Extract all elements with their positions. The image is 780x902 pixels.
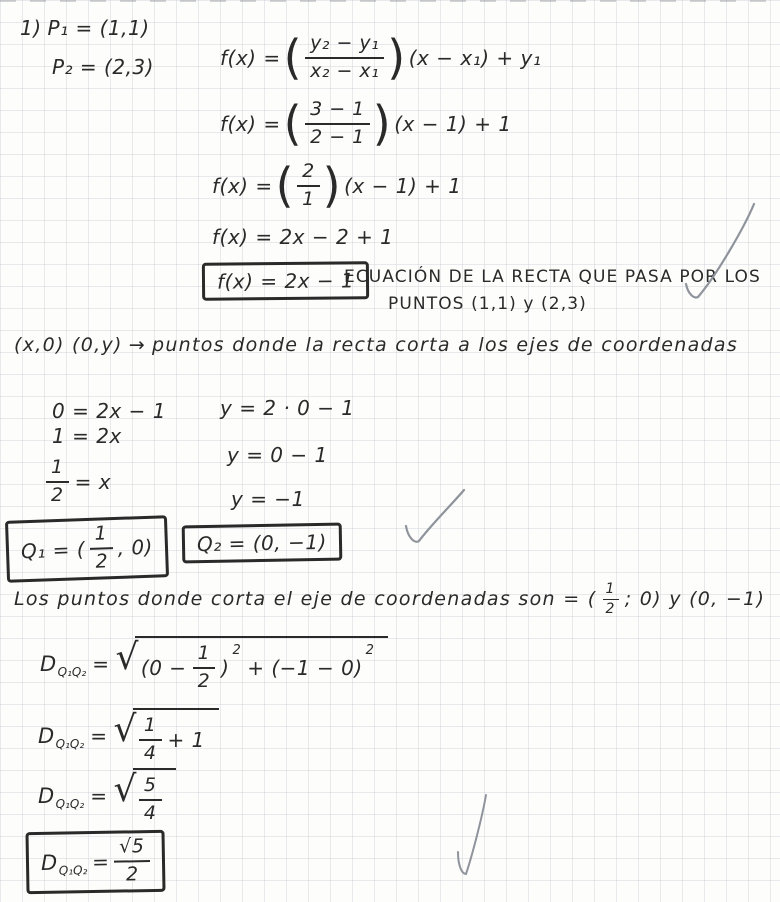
formula-simplified-fraction [212, 157, 462, 213]
q1-prefix: Q₁ = ( [20, 537, 86, 564]
distance-step1 [40, 636, 388, 692]
equals-sign: = [92, 651, 110, 676]
formula-rhs: (x − 1) + 1 [394, 111, 512, 136]
formula-lhs: f(x) = [212, 173, 273, 198]
y-intercept-step2 [227, 443, 328, 467]
square-root [113, 768, 175, 824]
fraction-denominator: 2 [95, 550, 109, 573]
half-fraction [193, 644, 216, 692]
slope-fraction [305, 34, 384, 82]
half-fraction [89, 524, 113, 573]
distance-d: D [38, 783, 55, 808]
q2-line [182, 524, 342, 562]
sqrt5-over-2-fraction [114, 837, 150, 885]
q2-box [182, 523, 342, 564]
distance-step3 [38, 768, 176, 824]
equation-text: y = 0 − 1 [227, 443, 328, 467]
right-paren: ) [322, 157, 342, 213]
fraction-numerator: 1 [193, 644, 216, 669]
distance-step2 [38, 708, 219, 764]
distance-subscript: Q₁Q₂ [55, 796, 85, 811]
distance-label [38, 723, 85, 751]
point-p2: P₂ = (2,3) [52, 55, 154, 79]
y-intercept-result [231, 487, 305, 511]
term-plus: + (−1 − 0) [247, 655, 363, 680]
radical-icon: √ [113, 769, 137, 810]
fraction-denominator: x₂ − x₁ [310, 59, 380, 82]
x-intercept-result [46, 458, 111, 506]
formula-rhs: (x − 1) + 1 [344, 173, 462, 198]
distance-d: D [40, 850, 58, 875]
problem-number: 1) [20, 16, 42, 40]
q1-suffix: , 0) [117, 534, 154, 560]
equation-text: 0 = 2x − 1 [52, 399, 166, 423]
left-paren: ( [275, 157, 295, 213]
distance-label [40, 651, 87, 679]
formula-lhs: f(x) = [220, 111, 281, 136]
equals-sign: = [90, 723, 108, 748]
distance-subscript: Q₁Q₂ [57, 664, 87, 679]
fraction-denominator: 2 [51, 483, 64, 506]
distance-result-line [26, 831, 165, 893]
formula-general [220, 29, 542, 85]
distance-label [38, 783, 85, 811]
fraction-numerator: √5 [114, 837, 150, 863]
x-intercept-step2 [52, 424, 122, 448]
result-equation: f(x) = 2x − 1 [216, 268, 355, 294]
half-fraction [603, 582, 619, 616]
half-fraction [46, 458, 69, 506]
fraction-numerator: y₂ − y₁ [305, 34, 384, 59]
formula-rhs: (x − x₁) + y₁ [408, 45, 542, 70]
fraction-denominator: 2 [605, 600, 616, 617]
q2-text: Q₂ = (0, −1) [196, 529, 327, 557]
caption-text: ECUACIÓN DE LA RECTA QUE PASA POR LOS [344, 267, 761, 287]
slope-fraction [305, 100, 370, 148]
five-fourths-fraction [139, 776, 162, 824]
fraction-numerator: 1 [603, 582, 619, 600]
distance-label [40, 850, 88, 878]
note-text: puntos donde la recta corta a los ejes de coordenadas [151, 334, 739, 356]
radical-icon: √ [115, 637, 139, 678]
left-paren: ( [283, 29, 303, 85]
fraction-numerator: 2 [297, 162, 320, 187]
fraction-denominator: 2 − 1 [310, 125, 365, 148]
slope-fraction [297, 162, 320, 210]
fraction-denominator: 2 [197, 669, 211, 692]
formula-expanded [212, 225, 393, 249]
fraction-numerator: 1 [139, 716, 162, 741]
summary-text: Los puntos donde corta el eje de coordenadas son = ( [14, 588, 597, 611]
distance-d: D [38, 723, 55, 748]
distance-subscript: Q₁Q₂ [58, 863, 88, 878]
exponent: 2 [232, 643, 242, 658]
axis-intercept-note [14, 334, 738, 356]
fraction-denominator: 1 [302, 187, 315, 210]
point-p2-line [52, 55, 154, 79]
formula-text: f(x) = 2x − 2 + 1 [212, 225, 394, 249]
fraction-numerator: 1 [89, 524, 112, 550]
y-intercept-step1 [220, 396, 355, 420]
square-root [113, 708, 218, 764]
equation-text: y = 2 · 0 − 1 [220, 396, 355, 420]
equation-rhs: = x [74, 469, 112, 494]
square-root [115, 636, 388, 692]
equation-text: y = −1 [231, 487, 305, 511]
equals-sign: = [90, 783, 108, 808]
term-plus: + 1 [167, 727, 205, 752]
fraction-numerator: 3 − 1 [305, 100, 370, 125]
distance-subscript: Q₁Q₂ [55, 736, 85, 751]
left-paren: ( [283, 95, 303, 151]
checkmark-icon [682, 200, 758, 306]
intercept-points: (x,0) (0,y) [14, 334, 123, 356]
checkmark-icon [452, 792, 490, 877]
formula-substituted [220, 95, 512, 151]
equation-text: 1 = 2x [52, 424, 122, 448]
fraction-denominator: 4 [143, 801, 157, 824]
right-paren: ) [372, 95, 392, 151]
radical-icon: √ [113, 709, 137, 750]
problem-header [20, 16, 150, 40]
term-open: (0 − [140, 655, 187, 680]
exponent: 2 [365, 643, 375, 658]
summary-suffix: ; 0) y (0, −1) [624, 588, 766, 611]
point-p1: P₁ = (1,1) [47, 16, 150, 40]
equals-sign: = [91, 849, 110, 874]
summary-line [14, 582, 765, 616]
radicand [135, 636, 389, 692]
fraction-denominator: 4 [143, 741, 157, 764]
right-paren: ) [387, 29, 406, 85]
fraction-denominator: 2 [125, 863, 139, 886]
fraction-numerator: 1 [46, 458, 69, 483]
distance-d: D [40, 651, 57, 676]
q1-box [5, 515, 169, 582]
x-intercept-step1 [52, 399, 166, 423]
distance-result-box [25, 830, 165, 894]
radicand [133, 708, 219, 764]
q1-line [6, 518, 168, 580]
formula-lhs: f(x) = [220, 45, 281, 70]
term-close: ) [221, 655, 230, 680]
caption-text: PUNTOS (1,1) y (2,3) [388, 294, 587, 314]
radicand [133, 768, 176, 824]
arrow-icon: → [128, 334, 146, 356]
fraction-numerator: 5 [139, 776, 162, 801]
checkmark-icon [400, 488, 468, 548]
result-caption-line2 [388, 294, 587, 314]
quarter-fraction [139, 716, 162, 764]
